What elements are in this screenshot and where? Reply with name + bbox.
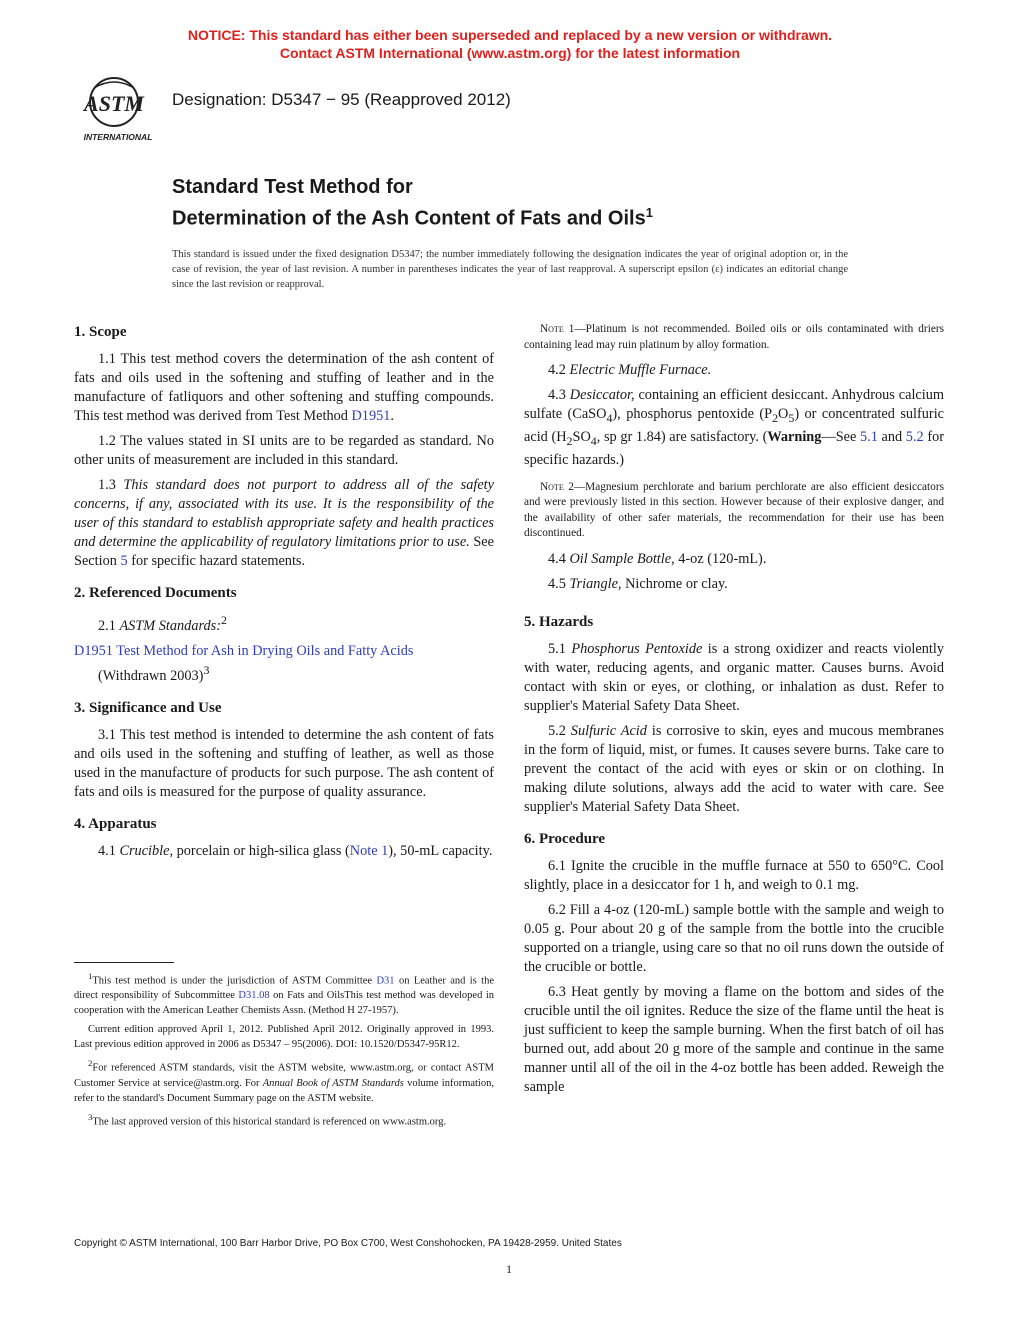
paragraph-4-4: 4.4 Oil Sample Bottle, 4-oz (120-mL). [548, 550, 767, 567]
footnote-rule [74, 962, 174, 963]
note-1: Note 1—Platinum is not recommended. Boiled oils or oils contaminated with driers containing lead may ruin platinum by alloy formation. [524, 323, 945, 351]
section-procedure [524, 829, 944, 1097]
link-d1951-reference[interactable]: D1951 Test Method for Ash in Drying Oils and Fatty Acids [74, 642, 414, 659]
paragraph-6-1: 6.1 Ignite the crucible in the muffle furnace at 550 to 650°C. Cool slightly, place in a desiccator for 1 h, and weigh to 0.1 mg. [524, 857, 944, 893]
paragraph-1-2: 1.2 The values stated in SI units are to be regarded as standard. No other units of measurement are included in this standard. [74, 433, 494, 468]
paragraph-5-2: 5.2 Sulfuric Acid is corrosive to skin, eyes and mucous membranes in the form of liquid, mist, or fumes. It causes severe burns. Take care to prevent the contact of the acid with eyes or skin or on clothing. In making dilute solutions, always add the acid to water with care. See supplier's Material Safety Data Sheet. [524, 722, 944, 815]
footnote-1: $^1$This test method is under the jurisdiction of ASTM Committee D31 on Leather and is the direct responsibility of Subcommittee D31.08 on Fats and OilsThis test method was developed in cooperation with the American Leather Chemists Assn. (Method H 27-1957). [74, 971, 494, 1017]
paragraph-4-3: 4.3 Desiccator, containing an efficient desiccant. Anhydrous calcium sulfate (CaSO$_4$), phosphorus pentoxide $(P_2O_5)$ or concentrated sulfuric acid ($H_2SO_4$, sp gr 1.84) are satisfactory. (Warning—See 5.1 and 5.2 for specific hazards.) [524, 387, 945, 468]
link-5-1[interactable]: 5.1 [859, 428, 878, 445]
notice-line-2: Contact ASTM International (www.astm.org) for the latest information [279, 45, 741, 61]
paragraph-5-1: 5.1 Phosphorus Pentoxide is a strong oxidizer and reacts violently with water, reducing agents, and organic matter. Causes burns. Avoid contact with skin or eyes, or clothing, or inhalation as dust. Refer to supplier's Material Safety Data Sheet. [524, 640, 944, 714]
paragraph-4-1: 4.1 Crucible, porcelain or high-silica glass (Note 1), 50-mL capacity. [98, 842, 493, 859]
section-heading: 4. Apparatus [74, 815, 157, 832]
link-d31[interactable]: D31 [376, 975, 395, 987]
paragraph-2-1: 2.1 ASTM Standards:$^2$ [98, 613, 227, 634]
section-heading: 1. Scope [74, 324, 127, 340]
link-d31-08[interactable]: D31.08 [238, 990, 270, 1002]
link-section-5[interactable]: 5 [120, 553, 128, 569]
section-scope [74, 322, 494, 571]
title-line-2: Determination of the Ash Content of Fats and Oils$^1$ [172, 205, 653, 230]
logo-subtext: INTERNATIONAL [83, 132, 153, 142]
page-number: 1 [506, 1262, 512, 1276]
section-significance [74, 698, 494, 802]
section-hazards [524, 612, 944, 817]
section-heading: 3. Significance and Use [74, 699, 222, 716]
logo-text: ASTM [84, 91, 144, 116]
notice-line-1: NOTICE: This standard has either been superseded and replaced by a new version or withdrawn. [187, 27, 833, 43]
astm-logo [74, 74, 162, 146]
title-line-1: Standard Test Method for [172, 176, 413, 198]
reference-entry: D1951 Test Method for Ash in Drying Oils and Fatty Acids (Withdrawn 2003)$^3$ [74, 642, 414, 684]
notice-banner [0, 26, 1020, 62]
section-heading: 2. Referenced Documents [74, 585, 237, 601]
footnotes [74, 962, 494, 1135]
footnote-3: $^3$The last approved version of this historical standard is referenced on www.astm.org. [88, 1112, 447, 1128]
copyright: Copyright © ASTM International, 100 Barr Harbor Drive, PO Box C700, West Conshohocken, PA 19428-2959. United States [74, 1238, 622, 1249]
paragraph-6-2: 6.2 Fill a 4-oz (120-mL) sample bottle with the sample and weigh to 0.05 g. Pour about 20 g of the sample from the bottle into the crucible supported on a triangle, using care so that no oil runs down the outside of the crucible or bottle. [524, 901, 944, 975]
link-d1951[interactable]: D1951 [351, 408, 391, 424]
footnote-1-edition: Current edition approved April 1, 2012. Published April 2012. Originally approved in 1993. Last previous edition approved in 2006 as D5347 – 95(2006). DOI: 10.1520/D5347-95R12. [74, 1023, 494, 1050]
paragraph-3-1: 3.1 This test method is intended to determine the ash content of fats and oils used in the softening and stuffing of leather, as well as those used in the manufacture of products for such purpose. The ash content of fats and oils is measured for the purpose of quality assurance. [74, 726, 494, 800]
left-column [74, 322, 494, 873]
footnote-2: $^2$For referenced ASTM standards, visit the ASTM website, www.astm.org, or contact ASTM Customer Service at service@astm.org. For Annual Book of ASTM Standards volume information, refer to the standard's Document Summary page on the ASTM website. [74, 1058, 494, 1104]
title-footnote-mark: 1 [645, 205, 653, 220]
document-title [172, 174, 653, 232]
issued-statement: This standard is issued under the fixed designation D5347; the number immediately following the designation indicates the year of original adoption or, in the case of revision, the year of last revision. A number in parentheses indicates the year of last reapproval. A superscript epsilon (ε) indicates an editorial change since the last revision or reapproval. [172, 249, 848, 290]
link-5-2[interactable]: 5.2 [905, 428, 924, 445]
section-referenced-documents [74, 583, 494, 686]
link-note-1[interactable]: Note 1 [349, 842, 389, 859]
right-column [524, 322, 944, 1109]
section-apparatus [74, 814, 494, 861]
section-heading: 5. Hazards [524, 613, 594, 630]
designation: Designation: D5347 − 95 (Reapproved 2012) [172, 90, 511, 109]
paragraph-4-2: 4.2 Electric Muffle Furnace. [548, 362, 712, 378]
paragraph-4-5: 4.5 Triangle, Nichrome or clay. [548, 575, 728, 592]
paragraph-1-1: 1.1 This test method covers the determination of the ash content of fats and oils used in the softening and stuffing of leather and in the manufacture of fatliquors and other softening and stuffing compounds. This test method was derived from Test Method D1951. [74, 351, 494, 424]
paragraph-6-3: 6.3 Heat gently by moving a flame on the bottom and sides of the crucible until the oil ignites. Reduce the size of the flame until the heat is just sufficient to keep the sample burning. When the first batch of oil has burned out, add about 20 g more of the sample and continue in the same manner until all of the oil in the 4-oz bottle has been added. Reweigh the sample [524, 983, 944, 1095]
paragraph-1-3: 1.3 This standard does not purport to address all of the safety concerns, if any, associated with its use. It is the responsibility of the user of this standard to establish appropriate safety and health practices and determine the applicability of regulatory limitations prior to use. See Section 5 for specific hazard statements. [74, 477, 494, 569]
note-2: Note 2—Magnesium perchlorate and barium perchlorate are also efficient desiccators and were previously listed in this section. However because of their explosive danger, and the availability of other safer materials, the recommendation for their use has been discontinued. [524, 480, 944, 540]
section-heading: 6. Procedure [524, 830, 606, 847]
